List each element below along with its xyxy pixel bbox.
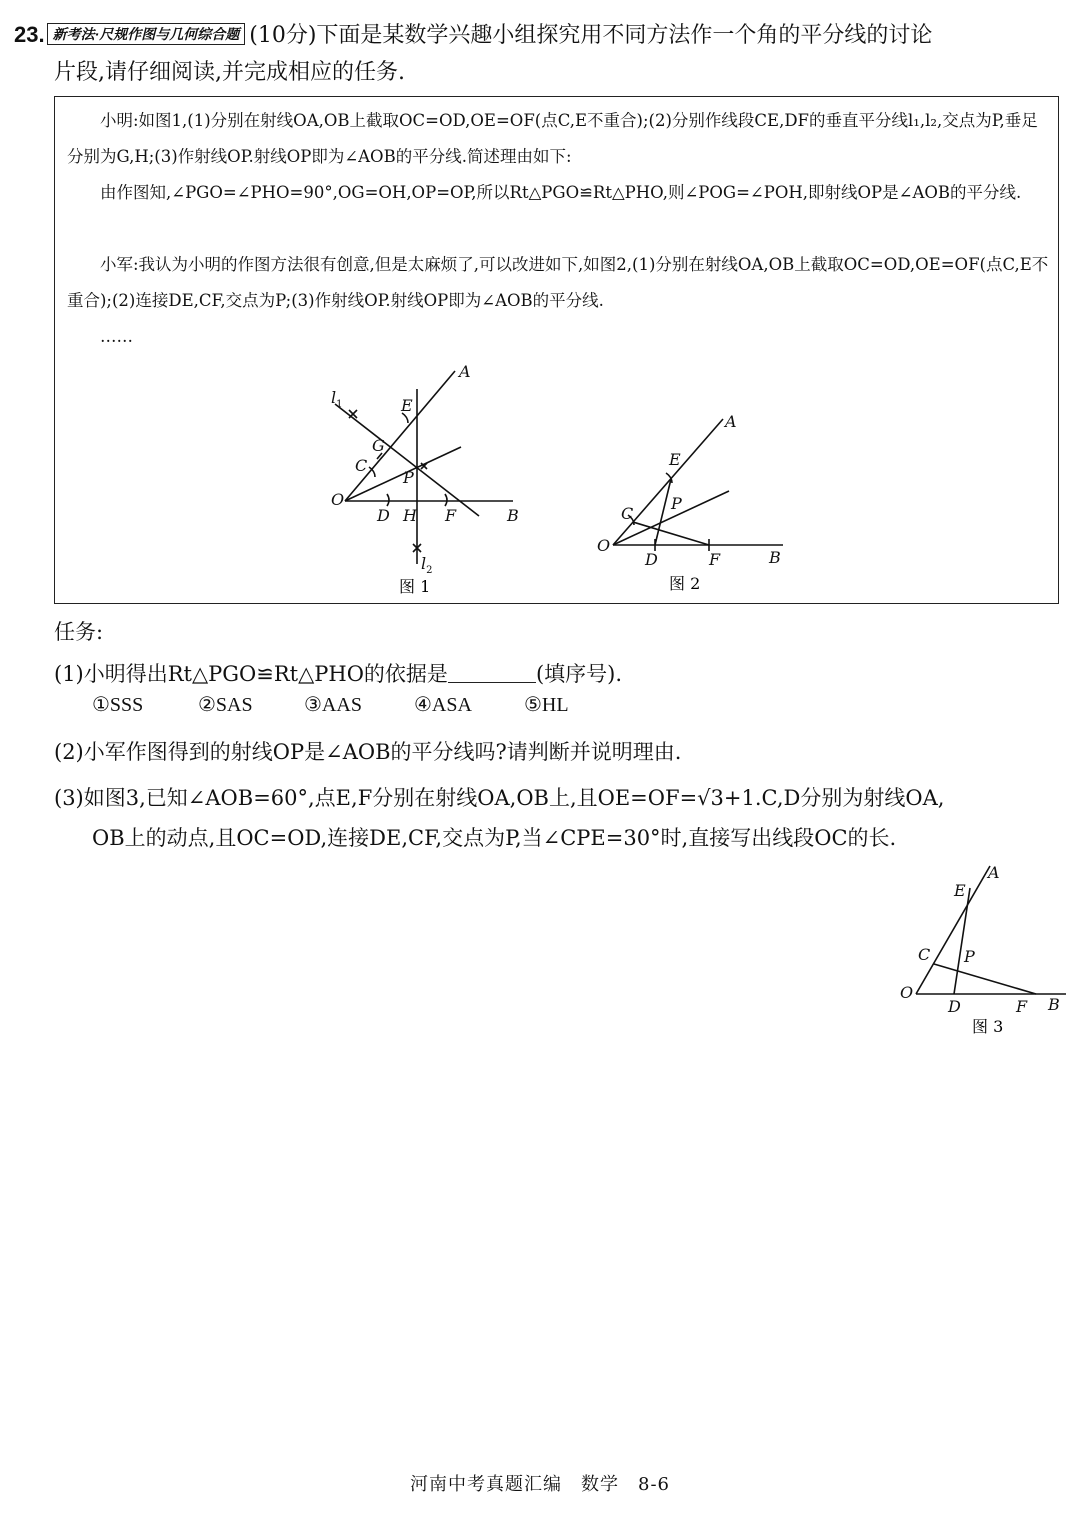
fig2-label-C: C [621, 504, 634, 523]
box-paragraph-xiaoming: 小明:如图1,(1)分别在射线OA,OB上截取OC=OD,OE=OF(点C,E不重合);(2)分别作线段CE,DF的垂直平分线l₁,l₂,交点为P,垂足分别为G,H;(3)作射线OP.射线OP即为∠AOB的平分线.简述理由如下: [67, 111, 1038, 166]
page-footer: 河南中考真题汇编 数学 8-6 [410, 1474, 670, 1495]
fig1-label-E: E [401, 396, 413, 415]
fig1-ray-OA [345, 371, 455, 501]
fig3-label-A: A [988, 863, 1000, 882]
task-3-line1: (3)如图3,已知∠AOB=60°,点E,F分别在射线OA,OB上,且OE=OF=√3+1.C,D分别为射线OA, [54, 786, 945, 810]
fig2-label-O: O [597, 536, 611, 555]
option-1: ①SSS [92, 694, 144, 716]
box-ellipsis: …… [100, 327, 133, 346]
fig1-caption: 图 1 [399, 577, 431, 596]
box-paragraph-reason: 由作图知,∠PGO=∠PHO=90°,OG=OH,OP=OP,所以Rt△PGO≌Rt△PHO,则∠POG=∠POH,即射线OP是∠AOB的平分线. [100, 183, 1022, 202]
fig2-label-B: B [769, 548, 781, 567]
task-2: (2)小军作图得到的射线OP是∠AOB的平分线吗?请判断并说明理由. [54, 740, 682, 764]
figure-3 [896, 860, 1071, 1040]
discussion-box [54, 96, 1059, 604]
fig2-caption: 图 2 [669, 574, 701, 593]
question-tag: 新考法·尺规作图与几何综合题 [47, 23, 246, 45]
option-2: ②SAS [198, 694, 253, 716]
question-intro-line2: 片段,请仔细阅读,并完成相应的任务. [54, 60, 405, 85]
option-3: ③AAS [304, 694, 362, 716]
fig1-label-H: H [403, 506, 417, 525]
fig1-label-O: O [331, 490, 345, 509]
answer-blank[interactable] [448, 660, 536, 683]
fig1-label-B: B [507, 506, 519, 525]
option-4: ④ASA [414, 694, 472, 716]
tasks-title: 任务: [54, 620, 104, 644]
fig3-caption: 图 3 [972, 1017, 1004, 1036]
fig1-label-A: A [459, 362, 471, 381]
fig1-label-P: P [403, 468, 414, 487]
fig3-segment-CF [934, 964, 1036, 994]
fig3-label-B: B [1048, 995, 1060, 1014]
fig3-label-E: E [954, 881, 966, 900]
fig3-label-F: F [1016, 997, 1028, 1016]
fig3-label-P: P [964, 947, 975, 966]
fig2-label-D: D [645, 550, 658, 569]
fig1-label-l1: $l_1$ [331, 388, 343, 410]
fig2-segment-CF [633, 522, 709, 545]
box-paragraph-xiaojun: 小军:我认为小明的作图方法很有创意,但是太麻烦了,可以改进如下,如图2,(1)分别在射线OA,OB上截取OC=OD,OE=OF(点C,E不重合);(2)连接DE,CF,交点为P;(3)作射线OP.射线OP即为∠AOB的平分线. [67, 255, 1049, 310]
fig1-label-D: D [377, 506, 390, 525]
fig1-label-F: F [445, 506, 457, 525]
fig2-label-F: F [709, 550, 721, 569]
fig1-label-l2: $l_2$ [421, 554, 433, 576]
fig1-arc-D [387, 494, 389, 506]
fig1-label-G: G [372, 436, 385, 455]
question-number: 23. [14, 22, 45, 47]
fig1-arc-F [445, 494, 447, 506]
fig3-label-C: C [918, 945, 931, 964]
task-1 [54, 654, 622, 694]
fig2-label-A: A [725, 412, 737, 431]
fig3-label-O: O [900, 983, 914, 1002]
option-5: ⑤HL [524, 694, 569, 716]
fig3-label-D: D [948, 997, 961, 1016]
fig1-label-C: C [355, 456, 368, 475]
task-3-line2: OB上的动点,且OC=OD,连接DE,CF,交点为P,当∠CPE=30°时,直接写出线段OC的长. [92, 826, 897, 850]
fig2-label-E: E [669, 450, 681, 469]
task-1-suffix: (填序号). [535, 662, 622, 686]
figure-2 [591, 409, 811, 599]
figure-1 [321, 359, 561, 599]
question-intro-line1: (10分)下面是某数学兴趣小组探究用不同方法作一个角的平分线的讨论 [249, 23, 933, 48]
fig2-ray-OA [613, 419, 723, 545]
fig2-label-P: P [671, 494, 682, 513]
fig1-cross-mark [349, 410, 357, 418]
fig3-segment-DE [954, 888, 970, 994]
question-header [14, 16, 1064, 55]
task-1-text: (1)小明得出Rt△PGO≌Rt△PHO的依据是 [54, 662, 448, 686]
fig3-ray-OA [916, 866, 990, 994]
